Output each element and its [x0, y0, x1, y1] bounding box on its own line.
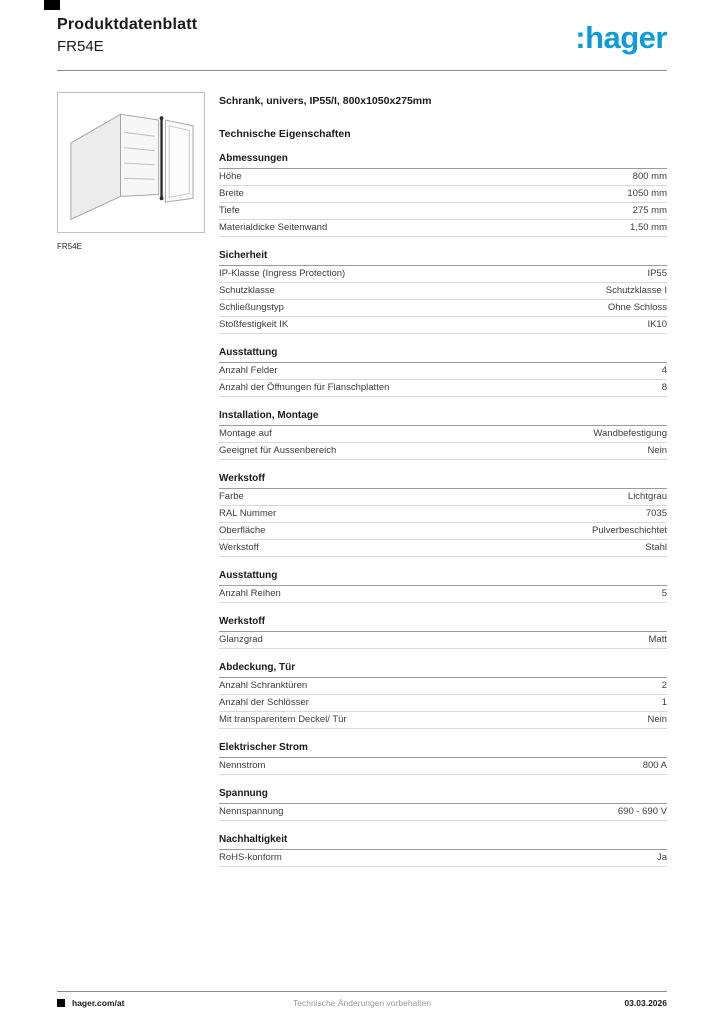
page-header: [57, 16, 667, 70]
spec-label: Stoßfestigkeit IK: [219, 319, 289, 330]
spec-label: IP-Klasse (Ingress Protection): [219, 268, 346, 279]
spec-sections: [219, 153, 667, 867]
spec-section: [219, 410, 667, 460]
footer-print-mark: [57, 999, 65, 1007]
spec-row: [219, 380, 667, 397]
spec-row: [219, 695, 667, 712]
section-title: Installation, Montage: [219, 410, 667, 426]
section-title: Sicherheit: [219, 250, 667, 266]
spec-row: [219, 758, 667, 775]
spec-label: Schutzklasse: [219, 285, 275, 296]
footer-left: [57, 998, 236, 1008]
spec-row: [219, 523, 667, 540]
spec-label: Höhe: [219, 171, 242, 182]
specs-heading: Technische Eigenschaften: [219, 128, 351, 140]
spec-value: 690 - 690 V: [617, 806, 667, 817]
spec-row: [219, 186, 667, 203]
spec-value: 7035: [645, 508, 667, 519]
spec-row: [219, 426, 667, 443]
spec-value: Nein: [647, 445, 667, 456]
spec-value: 5: [661, 588, 667, 599]
spec-value: Wandbefestigung: [593, 428, 667, 439]
section-title: Elektrischer Strom: [219, 742, 667, 758]
section-title: Werkstoff: [219, 616, 667, 632]
product-title: Schrank, univers, IP55/I, 800x1050x275mm: [219, 95, 432, 107]
page-title: Produktdatenblatt: [57, 16, 198, 33]
spec-section: [219, 742, 667, 775]
spec-row: [219, 678, 667, 695]
spec-section: [219, 570, 667, 603]
spec-label: Oberfläche: [219, 525, 266, 536]
spec-section: [219, 347, 667, 397]
content: [57, 92, 667, 867]
cabinet-isometric-drawing: [65, 100, 197, 226]
image-column: [57, 92, 205, 867]
header-divider: [57, 70, 667, 71]
spec-row: [219, 317, 667, 334]
spec-label: Anzahl der Schlösser: [219, 697, 309, 708]
spec-value: 800 A: [642, 760, 667, 771]
section-title: Nachhaltigkeit: [219, 834, 667, 850]
spec-value: Schutzklasse I: [605, 285, 667, 296]
spec-value: Ja: [656, 852, 667, 863]
spec-section: [219, 153, 667, 237]
spec-row: [219, 804, 667, 821]
spec-value: Lichtgrau: [627, 491, 667, 502]
spec-row: [219, 266, 667, 283]
spec-label: Anzahl Felder: [219, 365, 278, 376]
spec-value: Stahl: [645, 542, 667, 553]
spec-row: [219, 712, 667, 729]
spec-section: [219, 662, 667, 729]
spec-value: 4: [661, 365, 667, 376]
spec-value: Ohne Schloss: [607, 302, 667, 313]
product-image-caption: FR54E: [57, 242, 82, 251]
spec-row: [219, 220, 667, 237]
section-title: Spannung: [219, 788, 667, 804]
spec-label: RoHS-konform: [219, 852, 282, 863]
section-title: Ausstattung: [219, 347, 667, 363]
spec-value: 2: [661, 680, 667, 691]
spec-label: Anzahl Schranktüren: [219, 680, 308, 691]
spec-row: [219, 300, 667, 317]
spec-label: Anzahl der Öffnungen für Flanschplatten: [219, 382, 390, 393]
spec-value: Nein: [647, 714, 667, 725]
spec-label: Werkstoff: [219, 542, 259, 553]
spec-label: Farbe: [219, 491, 244, 502]
spec-value: IK10: [647, 319, 667, 330]
product-image-frame: [57, 92, 205, 233]
footer-disclaimer: Technische Änderungen vorbehalten: [292, 998, 431, 1008]
spec-section: [219, 616, 667, 649]
spec-label: Tiefe: [219, 205, 240, 216]
spec-section: [219, 250, 667, 334]
spec-row: [219, 283, 667, 300]
spec-label: Nennstrom: [219, 760, 266, 771]
spec-label: Materialdicke Seitenwand: [219, 222, 328, 233]
section-title: Ausstattung: [219, 570, 667, 586]
product-reference: FR54E: [57, 38, 104, 55]
spec-section: [219, 788, 667, 821]
spec-section: [219, 473, 667, 557]
spec-value: 1,50 mm: [630, 222, 667, 233]
spec-value: 275 mm: [632, 205, 667, 216]
spec-value: Matt: [648, 634, 667, 645]
spec-label: RAL Nummer: [219, 508, 277, 519]
spec-row: [219, 540, 667, 557]
spec-row: [219, 586, 667, 603]
section-title: Werkstoff: [219, 473, 667, 489]
spec-column: [219, 92, 667, 867]
spec-section: [219, 834, 667, 867]
spec-value: 8: [661, 382, 667, 393]
spec-row: [219, 506, 667, 523]
spec-value: 800 mm: [632, 171, 667, 182]
spec-label: Mit transparentem Deckel/ Tür: [219, 714, 347, 725]
spec-value: IP55: [647, 268, 667, 279]
spec-row: [219, 169, 667, 186]
spec-value: 1: [661, 697, 667, 708]
section-title: Abdeckung, Tür: [219, 662, 667, 678]
spec-label: Montage auf: [219, 428, 272, 439]
page-footer: [57, 991, 667, 1008]
spec-label: Nennspannung: [219, 806, 284, 817]
spec-row: [219, 632, 667, 649]
spec-label: Geeignet für Aussenbereich: [219, 445, 337, 456]
spec-value: Pulverbeschichtet: [592, 525, 667, 536]
spec-row: [219, 203, 667, 220]
spec-label: Schließungstyp: [219, 302, 284, 313]
spec-label: Breite: [219, 188, 244, 199]
spec-row: [219, 443, 667, 460]
print-registration-mark: [44, 0, 60, 10]
footer-website: hager.com/at: [72, 998, 125, 1008]
section-title: Abmessungen: [219, 153, 667, 169]
spec-label: Anzahl Reihen: [219, 588, 281, 599]
spec-row: [219, 850, 667, 867]
spec-row: [219, 363, 667, 380]
spec-row: [219, 489, 667, 506]
spec-label: Glanzgrad: [219, 634, 263, 645]
hager-logo: :hager: [575, 20, 667, 55]
footer-date: 03.03.2026: [624, 998, 667, 1008]
spec-value: 1050 mm: [627, 188, 667, 199]
